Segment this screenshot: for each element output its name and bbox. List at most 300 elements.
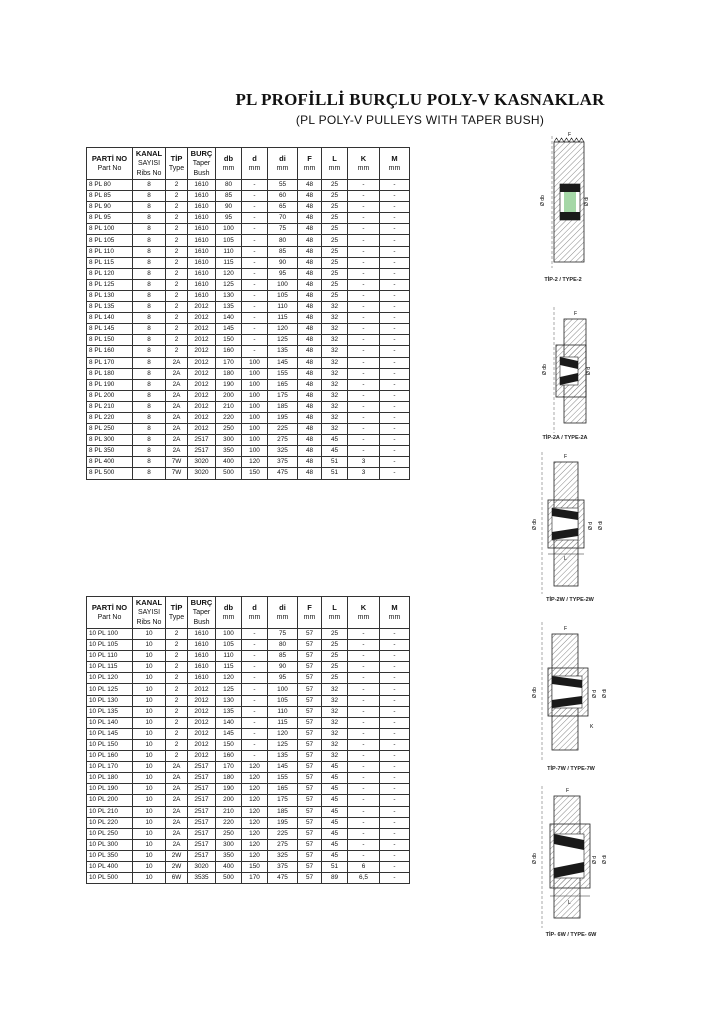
table-cell: 2A <box>166 357 188 368</box>
table-cell: 2012 <box>188 751 216 762</box>
table-cell: 105 <box>216 235 242 246</box>
table-cell: - <box>348 850 380 861</box>
table-cell: - <box>348 651 380 662</box>
table-cell: 2517 <box>188 806 216 817</box>
table-cell: 25 <box>322 202 348 213</box>
table-cell: 95 <box>268 268 298 279</box>
table-cell: 100 <box>242 368 268 379</box>
table-cell: - <box>380 673 410 684</box>
table-cell: 2012 <box>188 739 216 750</box>
table-cell: - <box>380 268 410 279</box>
table-cell: 75 <box>268 629 298 640</box>
table-cell: - <box>348 806 380 817</box>
fig2-label-d: Ø d <box>586 366 592 375</box>
table-cell: 8 <box>133 213 166 224</box>
table-cell: - <box>380 839 410 850</box>
table-cell: - <box>348 224 380 235</box>
table-cell: - <box>348 662 380 673</box>
table-cell: - <box>380 662 410 673</box>
table-cell: - <box>380 324 410 335</box>
table-cell: - <box>380 873 410 884</box>
table-cell: 57 <box>298 751 322 762</box>
table-cell: - <box>242 640 268 651</box>
table-cell: 51 <box>322 468 348 479</box>
figure-caption-3: TİP-2W / TYPE-2W <box>546 597 594 603</box>
table-cell: 2 <box>166 751 188 762</box>
table-cell: 275 <box>268 435 298 446</box>
table-cell: 10 <box>133 784 166 795</box>
table-cell: 2 <box>166 191 188 202</box>
fig4-label-k: K <box>590 724 594 730</box>
table-cell: 100 <box>242 357 268 368</box>
table-cell: - <box>348 739 380 750</box>
table-cell: - <box>348 684 380 695</box>
table-cell: 2A <box>166 784 188 795</box>
table-cell: 100 <box>242 424 268 435</box>
table-cell: 60 <box>268 191 298 202</box>
table-cell: 125 <box>268 335 298 346</box>
header-db: db mm <box>216 148 242 180</box>
table-cell: 10 <box>133 795 166 806</box>
table-cell: - <box>348 446 380 457</box>
table-row <box>87 717 410 728</box>
table-cell: - <box>348 412 380 423</box>
table-cell: 32 <box>322 706 348 717</box>
table-cell: 2 <box>166 302 188 313</box>
table-cell: 8 <box>133 290 166 301</box>
table-cell: 8 <box>133 324 166 335</box>
table-cell: 2A <box>166 424 188 435</box>
table-cell: 57 <box>298 817 322 828</box>
table-cell: - <box>348 728 380 739</box>
table-cell: 10 <box>133 751 166 762</box>
table-cell: - <box>380 191 410 202</box>
table-cell: 8 <box>133 257 166 268</box>
table-cell: 145 <box>268 762 298 773</box>
table-cell: 2517 <box>188 817 216 828</box>
table-cell: 2012 <box>188 695 216 706</box>
table-cell: 2 <box>166 324 188 335</box>
table-cell: 2012 <box>188 412 216 423</box>
figure-type-6w <box>530 784 614 930</box>
table-cell: 100 <box>242 379 268 390</box>
table-row <box>87 457 410 468</box>
table-cell: 2W <box>166 861 188 872</box>
table-cell: 500 <box>216 873 242 884</box>
table-cell: 32 <box>322 390 348 401</box>
header-part-no: PARTİ NO Part No <box>87 148 133 180</box>
table-cell: 120 <box>216 268 242 279</box>
table-cell: 48 <box>298 368 322 379</box>
table-cell: 2A <box>166 828 188 839</box>
table-cell: - <box>348 313 380 324</box>
table-cell: - <box>348 640 380 651</box>
table-cell: 10 <box>133 651 166 662</box>
table-cell: 8 <box>133 401 166 412</box>
table-cell: 8 <box>133 313 166 324</box>
table-cell: 2A <box>166 379 188 390</box>
table-cell: 3 <box>348 457 380 468</box>
fig5-label-db: Ø db <box>532 853 538 864</box>
table-cell: 120 <box>242 817 268 828</box>
table-row <box>87 640 410 651</box>
table-row <box>87 806 410 817</box>
part-no-cell: 8 PL 85 <box>87 191 133 202</box>
table-cell: 1610 <box>188 246 216 257</box>
table-row <box>87 357 410 368</box>
table-cell: 2012 <box>188 684 216 695</box>
table-cell: - <box>242 257 268 268</box>
table-cell: 8 <box>133 224 166 235</box>
table-row <box>87 224 410 235</box>
table-cell: 120 <box>242 828 268 839</box>
table-cell: 48 <box>298 379 322 390</box>
table-cell: 2 <box>166 180 188 191</box>
table-cell: 115 <box>268 717 298 728</box>
table-cell: 6,5 <box>348 873 380 884</box>
table-cell: 140 <box>216 717 242 728</box>
table-cell: 2012 <box>188 313 216 324</box>
table-cell: 190 <box>216 379 242 390</box>
table-row <box>87 379 410 390</box>
table-cell: 135 <box>216 302 242 313</box>
table-cell: - <box>348 817 380 828</box>
table-cell: 48 <box>298 246 322 257</box>
table-cell: 145 <box>268 357 298 368</box>
table-cell: 25 <box>322 673 348 684</box>
table-cell: 2012 <box>188 368 216 379</box>
table-cell: 2 <box>166 224 188 235</box>
table-cell: - <box>380 850 410 861</box>
table-cell: - <box>242 346 268 357</box>
table-cell: 2A <box>166 839 188 850</box>
table-cell: 170 <box>216 357 242 368</box>
table-cell: 1610 <box>188 257 216 268</box>
table-row <box>87 839 410 850</box>
fig5-label-l: L <box>568 900 571 906</box>
table-cell: 32 <box>322 717 348 728</box>
table-row <box>87 191 410 202</box>
header-part-no: PARTİ NO Part No <box>87 597 133 629</box>
table-cell: - <box>380 379 410 390</box>
table-cell: 2012 <box>188 324 216 335</box>
table-cell: 55 <box>268 180 298 191</box>
table-cell: 120 <box>242 839 268 850</box>
table-cell: 45 <box>322 839 348 850</box>
table-row <box>87 435 410 446</box>
table-cell: - <box>380 412 410 423</box>
table-cell: 1610 <box>188 213 216 224</box>
table-cell: - <box>380 180 410 191</box>
table-cell: 10 <box>133 706 166 717</box>
table-cell: - <box>348 751 380 762</box>
table-cell: - <box>380 468 410 479</box>
fig4-label-db: Ø db <box>532 687 538 698</box>
table-cell: 32 <box>322 751 348 762</box>
table-cell: 120 <box>242 806 268 817</box>
fig3-label-l: L <box>564 556 567 562</box>
fig3-label-db: Ø db <box>532 519 538 530</box>
table-cell: 2A <box>166 401 188 412</box>
table-cell: 185 <box>268 806 298 817</box>
table-cell: 25 <box>322 279 348 290</box>
table-cell: 48 <box>298 468 322 479</box>
table-cell: 48 <box>298 357 322 368</box>
table-cell: 2 <box>166 662 188 673</box>
table-cell: - <box>380 651 410 662</box>
part-no-cell: 8 PL 300 <box>87 435 133 446</box>
table-cell: 45 <box>322 806 348 817</box>
table-cell: 100 <box>242 390 268 401</box>
table-cell: - <box>242 335 268 346</box>
table-cell: 190 <box>216 784 242 795</box>
table-cell: 375 <box>268 457 298 468</box>
table-cell: 2 <box>166 279 188 290</box>
table-cell: 155 <box>268 773 298 784</box>
table-cell: 2 <box>166 268 188 279</box>
table-cell: - <box>348 435 380 446</box>
table-cell: - <box>348 302 380 313</box>
table-cell: 165 <box>268 379 298 390</box>
table-cell: 57 <box>298 873 322 884</box>
table-cell: 2A <box>166 806 188 817</box>
table-cell: 2 <box>166 684 188 695</box>
table-cell: 200 <box>216 795 242 806</box>
header-type: TİP Type <box>166 597 188 629</box>
table-cell: 2 <box>166 235 188 246</box>
fig1-label-di: Ø di <box>584 196 590 206</box>
table-cell: 1610 <box>188 224 216 235</box>
figure-type-2w <box>528 450 612 596</box>
table-cell: 100 <box>242 401 268 412</box>
table-row <box>87 446 410 457</box>
table-cell: 57 <box>298 795 322 806</box>
table-cell: 125 <box>216 684 242 695</box>
table-cell: - <box>242 651 268 662</box>
table-cell: - <box>242 279 268 290</box>
table-cell: 2 <box>166 695 188 706</box>
table-cell: 225 <box>268 424 298 435</box>
table-cell: 1610 <box>188 629 216 640</box>
table-cell: 48 <box>298 180 322 191</box>
table-cell: 210 <box>216 806 242 817</box>
part-no-cell: 10 PL 145 <box>87 728 133 739</box>
table-cell: 120 <box>242 850 268 861</box>
table-cell: - <box>242 662 268 673</box>
table-cell: 210 <box>216 401 242 412</box>
table-cell: 2 <box>166 313 188 324</box>
table-cell: 48 <box>298 324 322 335</box>
table-cell: 2 <box>166 739 188 750</box>
table-cell: 2 <box>166 673 188 684</box>
table-cell: 2517 <box>188 850 216 861</box>
header-L: L mm <box>322 148 348 180</box>
table-cell: - <box>380 368 410 379</box>
table-cell: 32 <box>322 313 348 324</box>
table-cell: 89 <box>322 873 348 884</box>
table-cell: 48 <box>298 457 322 468</box>
table-cell: 155 <box>268 368 298 379</box>
header-bush: BURÇ Taper Bush <box>188 148 216 180</box>
part-no-cell: 10 PL 120 <box>87 673 133 684</box>
table-cell: 10 <box>133 728 166 739</box>
table-cell: 105 <box>268 695 298 706</box>
part-no-cell: 8 PL 170 <box>87 357 133 368</box>
table-cell: 8 <box>133 191 166 202</box>
table-row <box>87 673 410 684</box>
table-cell: 90 <box>268 257 298 268</box>
part-no-cell: 8 PL 350 <box>87 446 133 457</box>
table-cell: 115 <box>268 313 298 324</box>
table-cell: - <box>380 751 410 762</box>
table-cell: 110 <box>216 651 242 662</box>
table-row <box>87 795 410 806</box>
table-cell: - <box>242 191 268 202</box>
part-no-cell: 8 PL 100 <box>87 224 133 235</box>
table-cell: - <box>348 784 380 795</box>
header-M: M mm <box>380 148 410 180</box>
table-cell: 2012 <box>188 706 216 717</box>
table-cell: - <box>348 762 380 773</box>
table-cell: 170 <box>242 873 268 884</box>
part-no-cell: 10 PL 400 <box>87 861 133 872</box>
table-cell: 1610 <box>188 290 216 301</box>
table-cell: 7W <box>166 457 188 468</box>
table-cell: - <box>242 290 268 301</box>
table-cell: 10 <box>133 839 166 850</box>
table-cell: 2517 <box>188 762 216 773</box>
table-cell: 1610 <box>188 651 216 662</box>
header-M: M mm <box>380 597 410 629</box>
table-cell: 32 <box>322 424 348 435</box>
table-cell: - <box>380 784 410 795</box>
part-no-cell: 10 PL 110 <box>87 651 133 662</box>
figure-type-7w <box>530 620 614 762</box>
table-cell: 2517 <box>188 828 216 839</box>
table-cell: 2W <box>166 850 188 861</box>
table-cell: 2517 <box>188 795 216 806</box>
table-cell: 48 <box>298 401 322 412</box>
table-cell: 48 <box>298 268 322 279</box>
table-cell: 48 <box>298 335 322 346</box>
table-cell: - <box>242 684 268 695</box>
table-header-row <box>87 597 410 629</box>
table-cell: 10 <box>133 806 166 817</box>
header-d: d mm <box>242 597 268 629</box>
table-cell: 400 <box>216 457 242 468</box>
table-cell: 2A <box>166 412 188 423</box>
table-cell: - <box>348 717 380 728</box>
table-row <box>87 390 410 401</box>
fig3-label-di: Ø di <box>598 520 604 530</box>
part-no-cell: 8 PL 115 <box>87 257 133 268</box>
table-row <box>87 751 410 762</box>
table-cell: 195 <box>268 817 298 828</box>
table-row <box>87 728 410 739</box>
figure-caption-2: TİP-2A / TYPE-2A <box>542 435 588 441</box>
table-cell: 100 <box>242 435 268 446</box>
table-row <box>87 246 410 257</box>
table-cell: 3535 <box>188 873 216 884</box>
table-cell: 1610 <box>188 235 216 246</box>
table-cell: - <box>348 268 380 279</box>
table-cell: 2 <box>166 717 188 728</box>
table-row <box>87 335 410 346</box>
table-cell: 8 <box>133 457 166 468</box>
table-cell: 8 <box>133 412 166 423</box>
header-di: di mm <box>268 148 298 180</box>
table-cell: - <box>242 751 268 762</box>
table-cell: 8 <box>133 246 166 257</box>
table-cell: 45 <box>322 773 348 784</box>
table-cell: 32 <box>322 324 348 335</box>
table-row <box>87 313 410 324</box>
header-db: db mm <box>216 597 242 629</box>
table-cell: 45 <box>322 795 348 806</box>
part-no-cell: 10 PL 150 <box>87 739 133 750</box>
table-cell: 57 <box>298 695 322 706</box>
table-cell: 2 <box>166 346 188 357</box>
part-no-cell: 10 PL 200 <box>87 795 133 806</box>
figure-type-2 <box>524 132 594 272</box>
part-no-cell: 8 PL 210 <box>87 401 133 412</box>
table-cell: 8 <box>133 368 166 379</box>
table-cell: - <box>348 629 380 640</box>
table-cell: 120 <box>242 762 268 773</box>
table-cell: 57 <box>298 684 322 695</box>
table-row <box>87 424 410 435</box>
table-cell: - <box>348 828 380 839</box>
fig5-label-d: Ø d <box>592 855 598 864</box>
fig4-label-di: Ø di <box>602 688 608 698</box>
part-no-cell: 10 PL 210 <box>87 806 133 817</box>
table-cell: 32 <box>322 695 348 706</box>
table-cell: 160 <box>216 346 242 357</box>
table-cell: 375 <box>268 861 298 872</box>
table-cell: 2 <box>166 640 188 651</box>
part-no-cell: 10 PL 125 <box>87 684 133 695</box>
table-cell: - <box>348 839 380 850</box>
table-cell: 10 <box>133 684 166 695</box>
table-row <box>87 662 410 673</box>
table-cell: - <box>242 268 268 279</box>
table-cell: 25 <box>322 640 348 651</box>
table-cell: - <box>380 861 410 872</box>
table-cell: 6W <box>166 873 188 884</box>
table-cell: - <box>380 213 410 224</box>
table-cell: 105 <box>268 290 298 301</box>
table-cell: - <box>242 202 268 213</box>
header-K: K mm <box>348 597 380 629</box>
table-cell: 2 <box>166 213 188 224</box>
table-cell: 48 <box>298 213 322 224</box>
table-cell: 2A <box>166 435 188 446</box>
table-cell: 25 <box>322 662 348 673</box>
table-cell: 1610 <box>188 180 216 191</box>
table-cell: 57 <box>298 717 322 728</box>
spec-table-10pl <box>86 596 410 884</box>
table-row <box>87 651 410 662</box>
table-cell: 2A <box>166 795 188 806</box>
table-cell: 32 <box>322 346 348 357</box>
table-cell: - <box>380 817 410 828</box>
table-cell: - <box>380 640 410 651</box>
table-cell: - <box>380 279 410 290</box>
table-cell: 2 <box>166 290 188 301</box>
table-cell: 32 <box>322 368 348 379</box>
table-cell: 115 <box>216 257 242 268</box>
header-ribs: KANAL SAYISI Ribs No <box>133 148 166 180</box>
